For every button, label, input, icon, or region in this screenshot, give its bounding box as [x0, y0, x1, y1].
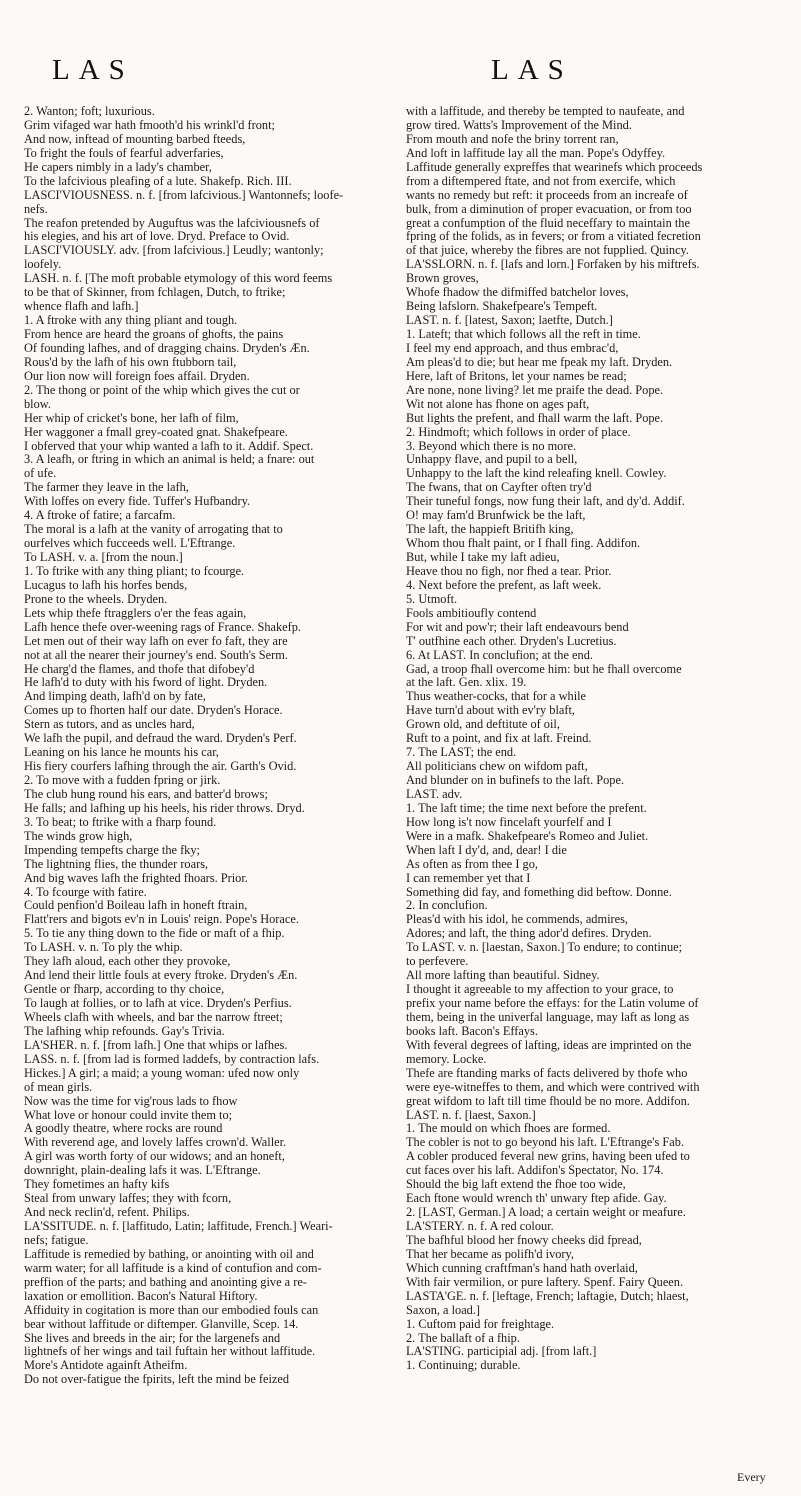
text-line: of mean girls.	[24, 1080, 93, 1094]
text-line: Lets whip thefe ftragglers o'er the feas again,	[24, 606, 247, 620]
text-line: Whom thou fhalt paint, or I fhall fing. Addifon.	[406, 537, 641, 551]
text-line: Should the big laft extend the fhoe too wide,	[406, 1178, 626, 1192]
text-line: Wit not alone has fhone on ages paft,	[406, 397, 590, 411]
text-line: bear without laffitude or diftemper. Glanville, Scep. 14.	[24, 1317, 299, 1331]
text-line: 3. Beyond which there is no more.	[406, 439, 577, 453]
text-line: He lafh'd to duty with his fword of light. Dryden.	[24, 676, 268, 690]
text-line: Her waggoner a fmall grey-coated gnat. Shakefpeare.	[24, 425, 288, 439]
text-line: The farmer they leave in the lafh,	[24, 481, 189, 495]
text-line: ourfelves which fucceeds well. L'Eftrange.	[24, 537, 236, 551]
text-line: Comes up to fhorten half our date. Dryden's Horace.	[24, 704, 283, 718]
text-line: Let men out of their way lafh on ever fo faft, they are	[24, 634, 288, 648]
text-line: More's Antidote againft Atheifm.	[24, 1359, 188, 1373]
text-line: And now, inftead of mounting barbed fteeds,	[24, 132, 246, 146]
text-line: 2. [LAST, German.] A load; a certain weight or meafure.	[406, 1206, 686, 1220]
text-line: To laugh at follies, or to lafh at vice. Dryden's Perfius.	[24, 997, 292, 1010]
text-line: As often as from thee I go,	[406, 857, 538, 871]
text-line: He charg'd the flames, and thofe that difobey'd	[24, 662, 255, 676]
text-line: Their tuneful fongs, now fung their laft, and dy'd. Addif.	[406, 495, 685, 509]
running-head-left: LAS	[52, 54, 134, 86]
text-line: T' outfhine each other. Dryden's Lucretius.	[406, 634, 617, 648]
text-line: to be that of Skinner, from fchlagen, Dutch, to ftrike;	[24, 286, 286, 300]
text-line: LASS. n. f. [from lad is formed laddefs, by contraction lafs.	[24, 1052, 320, 1066]
text-line: And neck reclin'd, refent. Philips.	[24, 1206, 190, 1220]
text-line: nefs.	[24, 202, 48, 216]
text-line: blow.	[24, 397, 51, 411]
text-line: Wheels clafh with wheels, and bar the narrow ftreet;	[24, 1010, 283, 1024]
text-line: 2. The ballaft of a fhip.	[406, 1331, 520, 1345]
text-line: at the laft. Gen. xlix. 19.	[406, 676, 527, 690]
text-line: Something did fay, and fomething did beftow. Donne.	[406, 885, 672, 899]
text-line: A girl was worth forty of our widows; and an honeft,	[24, 1150, 285, 1164]
text-line: to perfevere.	[406, 955, 469, 969]
text-line: warm water; for all laffitude is a kind of contufion and com-	[24, 1261, 322, 1275]
text-line: I can remember yet that I	[406, 871, 531, 885]
text-line: fpring of the folids, as in fevers; or from a vitiated fecretion	[406, 230, 701, 244]
text-line: 4. A ftroke of fatire; a farcafm.	[24, 509, 176, 523]
text-line: 1. To ftrike with any thing pliant; to fcourge.	[24, 564, 245, 578]
text-line: great wifdom to laft till time fhould be no more. Addifon.	[406, 1094, 690, 1108]
text-line: I thought it agreeable to my affection to your grace, to	[406, 983, 674, 997]
text-line: Could penfion'd Boileau lafh in honeft ftrain,	[24, 899, 248, 913]
text-line: Stern as tutors, and as uncles hard,	[24, 718, 195, 732]
text-line: Gentle or fharp, according to thy choice,	[24, 983, 225, 997]
text-line: Lafh hence thefe over-weening rags of France. Shakefp.	[24, 620, 302, 634]
text-line: them, being in the univerfal language, may laft as long as	[406, 1010, 690, 1024]
text-line: of ufe.	[24, 467, 57, 481]
text-line: his elegies, and his art of love. Dryd. Preface to Ovid.	[24, 230, 290, 244]
text-line: To the lafcivious pleafing of a lute. Shakefp. Rich. III.	[24, 174, 292, 188]
text-line: All more lafting than beautiful. Sidney.	[406, 969, 600, 983]
text-line: And blunder on in bufinefs to the laft. Pope.	[406, 774, 625, 787]
text-line: 2. In conclufion.	[406, 899, 488, 913]
running-head-right: LAS	[491, 54, 573, 86]
text-line: From hence are heard the groans of ghofts, the pains	[24, 328, 284, 341]
text-line: Impending tempefts charge the fky;	[24, 843, 200, 857]
text-line: Her whip of cricket's bone, her lafh of film,	[24, 411, 239, 425]
text-line: I obferved that your whip wanted a lafh to it. Addif. Spect.	[24, 439, 314, 453]
text-line: Gad, a troop fhall overcome him: but he fhall overcome	[406, 662, 682, 676]
text-line: Leaning on his lance he mounts his car,	[24, 746, 219, 760]
text-line: Of founding lafhes, and of dragging chains. Dryden's Æn.	[24, 341, 310, 355]
text-line: The winds grow high,	[24, 829, 133, 843]
text-line: Were in a mafk. Shakefpeare's Romeo and Juliet.	[406, 829, 649, 843]
text-line: To LASH. v. n. To ply the whip.	[24, 941, 183, 955]
text-line: She lives and breeds in the air; for the largenefs and	[24, 1331, 281, 1345]
text-line: The club hung round his ears, and batter'd brows;	[24, 787, 268, 801]
text-line: 1. The laft time; the time next before the prefent.	[406, 801, 647, 815]
text-line: with a laffitude, and thereby be tempted to naufeate, and	[406, 105, 685, 118]
text-line: loofely.	[24, 258, 62, 272]
text-line: Pleas'd with his idol, he commends, admires,	[406, 913, 628, 927]
text-line: 5. To tie any thing down to the fide or maft of a fhip.	[24, 927, 285, 941]
text-line: The reafon pretended by Auguftus was the lafciviousnefs of	[24, 216, 320, 230]
text-line: From mouth and nofe the briny torrent ran,	[406, 132, 619, 146]
text-line: And loft in laffitude lay all the man. Pope's Odyffey.	[406, 146, 666, 160]
text-line: For wit and pow'r; their laft endeavours bend	[406, 620, 629, 634]
text-line: The lafhing whip refounds. Gay's Trivia.	[24, 1024, 225, 1038]
text-line: We lafh the pupil, and defraud the ward. Dryden's Perf.	[24, 732, 297, 746]
text-line: The bafhful blood her fnowy cheeks did fpread,	[406, 1233, 642, 1247]
text-line: With loffes on every fide. Tuffer's Hufbandry.	[24, 495, 251, 509]
text-line: With fair vermilion, or pure laftery. Spenf. Fairy Queen.	[406, 1275, 684, 1289]
text-line: cut faces over his laft. Addifon's Spectator, No. 174.	[406, 1164, 664, 1178]
text-line: When laft I dy'd, and, dear! I die	[406, 843, 567, 857]
text-line: downright, plain-dealing lafs it was. L'Eftrange.	[24, 1164, 261, 1178]
text-line: A cobler produced feveral new grins, having been ufed to	[406, 1150, 690, 1164]
text-line: LAST. n. f. [laest, Saxon.]	[406, 1108, 536, 1122]
left-column	[24, 105, 382, 1387]
text-line: Here, laft of Britons, let your names be read;	[406, 369, 627, 383]
text-line: great a confumption of the fluid neceffary to maintain the	[406, 216, 690, 230]
text-line: A goodly theatre, where rocks are round	[24, 1122, 223, 1136]
text-line: With reverend age, and lovely laffes crown'd. Waller.	[24, 1136, 287, 1150]
text-line: Being lafslorn. Shakefpeare's Tempeft.	[406, 300, 598, 314]
text-line: 1. Continuing; durable.	[406, 1359, 521, 1373]
text-line: 1. A ftroke with any thing pliant and tough.	[24, 314, 238, 328]
text-line: Lucagus to lafh his horfes bends,	[24, 578, 188, 592]
text-line: Unhappy to the laft the kind releafing knell. Cowley.	[406, 467, 667, 481]
text-line: of that juice, whereby the fibres are not fupplied. Quincy.	[406, 244, 690, 258]
text-line: Which cunning craftfman's hand hath overlaid,	[406, 1261, 638, 1275]
text-line: laxation or emollition. Bacon's Natural Hiftory.	[24, 1289, 258, 1303]
text-line: To fright the fouls of fearful adverfaries,	[24, 146, 224, 160]
text-line: grow tired. Watts's Improvement of the Mind.	[406, 118, 632, 132]
text-line: LASCI'VIOUSLY. adv. [from lafcivious.] Leudly; wantonly;	[24, 244, 324, 258]
text-line: Heave thou no figh, nor fhed a tear. Prior.	[406, 564, 612, 578]
text-line: 2. To move with a fudden fpring or jirk.	[24, 774, 221, 787]
text-line: LA'STING. participial adj. [from laft.]	[406, 1345, 597, 1359]
text-line: They fometimes an hafty kifs	[24, 1178, 170, 1192]
text-line: LA'SSITUDE. n. f. [laffitudo, Latin; laffitude, French.] Weari-	[24, 1220, 333, 1233]
text-line: Laffitude is remedied by bathing, or anointing with oil and	[24, 1247, 314, 1261]
text-line: preffion of the parts; and bathing and anointing give a re-	[24, 1275, 307, 1289]
text-line: Fools ambitioufly contend	[406, 606, 537, 620]
text-line: And limping death, lafh'd on by fate,	[24, 690, 206, 704]
text-line: from a diftempered ftate, and not from exercife, which	[406, 174, 676, 188]
text-line: 5. Utmoft.	[406, 592, 458, 606]
text-line: 6. At LAST. In conclufion; at the end.	[406, 648, 593, 662]
text-line: But, while I take my laft adieu,	[406, 551, 560, 564]
text-line: LASH. n. f. [The moft probable etymology of this word feems	[24, 272, 333, 286]
text-line: bulk, from a diminution of proper evacuation, or from too	[406, 202, 692, 216]
text-line: 2. Wanton; foft; luxurious.	[24, 105, 155, 118]
catchword: Every	[737, 1470, 766, 1484]
text-line: He capers nimbly in a lady's chamber,	[24, 160, 212, 174]
text-line: The cobler is not to go beyond his laft. L'Eftrange's Fab.	[406, 1136, 685, 1150]
text-line: 2. The thong or point of the whip which gives the cut or	[24, 383, 300, 397]
text-line: The lightning flies, the thunder roars,	[24, 857, 209, 871]
text-line: They lafh aloud, each other they provoke,	[24, 955, 231, 969]
text-line: books laft. Bacon's Effays.	[406, 1024, 538, 1038]
text-line: whence flafh and lafh.]	[24, 300, 139, 314]
text-line: 3. To beat; to ftrike with a fharp found.	[24, 815, 217, 829]
text-line: What love or honour could invite them to;	[24, 1108, 233, 1122]
text-line: That her became as polifh'd ivory,	[406, 1247, 575, 1261]
text-line: Brown groves,	[406, 272, 479, 286]
text-line: Grim vifaged war hath fmooth'd his wrinkl'd front;	[24, 118, 275, 132]
text-line: 4. To fcourge with fatire.	[24, 885, 147, 899]
text-line: Each ftone would wrench th' unwary ftep afide. Gay.	[406, 1192, 667, 1206]
text-line: not at all the nearer their journey's end. South's Serm.	[24, 648, 288, 662]
text-line: 7. The LAST; the end.	[406, 746, 517, 760]
text-line: Prone to the wheels. Dryden.	[24, 592, 168, 606]
text-line: 2. Hindmoft; which follows in order of place.	[406, 425, 631, 439]
text-line: 1. The mould on which fhoes are formed.	[406, 1122, 611, 1136]
text-line: And lend their little fouls at every ftroke. Dryden's Æn.	[24, 969, 298, 983]
text-line: The fwans, that on Cayfter often try'd	[406, 481, 592, 495]
text-line: Grown old, and deftitute of oil,	[406, 718, 560, 732]
right-column	[406, 105, 774, 1373]
text-line: To LAST. v. n. [laestan, Saxon.] To endure; to continue;	[406, 941, 683, 955]
text-line: I feel my end approach, and thus embrac'd,	[406, 341, 619, 355]
text-line: LASCI'VIOUSNESS. n. f. [from lafcivious.] Wantonnefs; loofe-	[24, 188, 344, 202]
text-line: He falls; and lafhing up his heels, his rider throws. Dryd.	[24, 801, 305, 815]
text-line: 1. Cuftom paid for freightage.	[406, 1317, 555, 1331]
text-line: memory. Locke.	[406, 1052, 487, 1066]
text-line: Do not over-fatigue the fpirits, left the mind be feized	[24, 1373, 290, 1387]
text-line: Whofe fhadow the difmiffed batchelor loves,	[406, 286, 629, 300]
text-line: Flatt'rers and bigots ev'n in Louis' reign. Pope's Horace.	[24, 913, 299, 927]
text-line: Unhappy flave, and pupil to a bell,	[406, 453, 578, 467]
text-line: And big waves lafh the frighted fhoars. Prior.	[24, 871, 248, 885]
text-line: Am pleas'd to die; but hear me fpeak my laft. Dryden.	[406, 355, 673, 369]
text-line: Adores; and laft, the thing ador'd defires. Dryden.	[406, 927, 652, 941]
text-line: LA'SSLORN. n. f. [lafs and lorn.] Forfaken by his miftrefs.	[406, 258, 700, 272]
text-line: Thefe are ftanding marks of facts delivered by thofe who	[406, 1066, 688, 1080]
text-line: To LASH. v. a. [from the noun.]	[24, 551, 183, 564]
text-line: Laffitude generally expreffes that wearinefs which proceeds	[406, 160, 703, 174]
text-line: All politicians chew on wifdom paft,	[406, 760, 588, 774]
text-line: Are none, none living? let me praife the dead. Pope.	[406, 383, 664, 397]
text-line: LASTA'GE. n. f. [leftage, French; laftagie, Dutch; hlaest,	[406, 1289, 689, 1303]
text-line: How long is't now fincelaft yourfelf and I	[406, 815, 612, 829]
text-line: Our lion now will foreign foes affail. Dryden.	[24, 369, 250, 383]
text-line: LAST. n. f. [latest, Saxon; laetfte, Dutch.]	[406, 314, 613, 328]
text-line: His fiery courfers lafhing through the air. Garth's Ovid.	[24, 760, 297, 774]
text-line: LA'SHER. n. f. [from lafh.] One that whips or lafhes.	[24, 1038, 288, 1052]
text-line: were eye-witneffes to them, and which were contrived with	[406, 1080, 700, 1094]
text-line: Rous'd by the lafh of his own ftubborn tail,	[24, 355, 237, 369]
text-line: Ruft to a point, and fix at laft. Freind.	[406, 732, 592, 746]
text-line: Affiduity in cogitation is more than our embodied fouls can	[24, 1303, 319, 1317]
text-line: 3. A leafh, or ftring in which an animal is held; a fnare: out	[24, 453, 315, 467]
text-line: LAST. adv.	[406, 787, 463, 801]
text-line: 1. Lateft; that which follows all the reft in time.	[406, 328, 641, 341]
text-line: Have turn'd about with ev'ry blaft,	[406, 704, 575, 718]
text-line: Hickes.] A girl; a maid; a young woman: ufed now only	[24, 1066, 300, 1080]
text-line: wants no remedy but reft: it proceeds from an increafe of	[406, 188, 688, 202]
text-line: But lights the prefent, and fhall warm the laft. Pope.	[406, 411, 664, 425]
text-line: LA'STERY. n. f. A red colour.	[406, 1220, 554, 1233]
text-line: The laft, the happieft Britifh king,	[406, 523, 574, 537]
text-line: With feveral degrees of lafting, ideas are imprinted on the	[406, 1038, 692, 1052]
text-line: Steal from unwary laffes; they with fcorn,	[24, 1192, 232, 1206]
text-line: Saxon, a load.]	[406, 1303, 481, 1317]
text-line: lightnefs of her wings and tail fuftain her without laffitude.	[24, 1345, 316, 1359]
text-line: Now was the time for vig'rous lads to fhow	[24, 1094, 238, 1108]
text-line: 4. Next before the prefent, as laft week.	[406, 578, 602, 592]
text-line: prefix your name before the effays: for the Latin volume of	[406, 997, 699, 1010]
text-line: O! may fam'd Brunfwick be the laft,	[406, 509, 586, 523]
text-line: nefs; fatigue.	[24, 1233, 89, 1247]
text-line: Thus weather-cocks, that for a while	[406, 690, 587, 704]
text-line: The moral is a lafh at the vanity of arrogating that to	[24, 523, 283, 537]
